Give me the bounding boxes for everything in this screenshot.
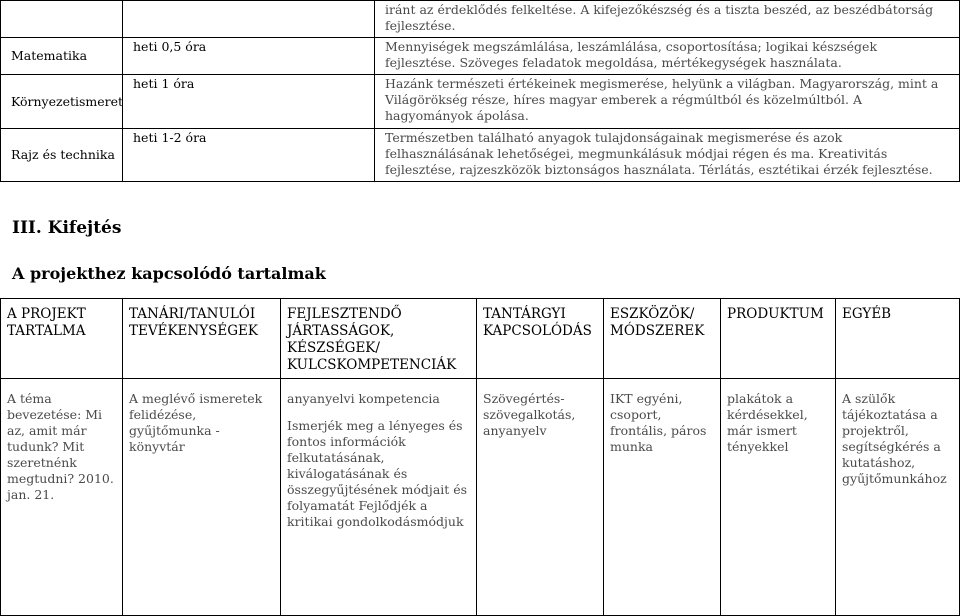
other-cell: [836, 379, 960, 616]
column-header: PRODUKTUM: [721, 299, 836, 379]
hours-cell: heti 1-2 óra: [123, 129, 375, 182]
cell-text: Ismerjék meg a lényeges és fontos információk felkutatásának, kiválogatásának és összegyűjtésének módjait és folyamatát Fejlődjék a kritikai gondolkodásmódjuk: [287, 418, 468, 529]
header-row: [1, 299, 960, 379]
cell-text: anyanyelvi kompetencia: [287, 391, 440, 406]
description-cell: Mennyiségek megszámlálása, leszámlálása, csoportosítása; logikai készségek fejlesztése. Szöveges feladatok megoldása, mértékegységek használata.: [375, 38, 960, 75]
cell-text: plakátok a kérdésekkel, már ismert tényekkel: [727, 391, 808, 454]
cell-text: Szövegértés-szövegalkotás, anyanyelv: [483, 391, 576, 438]
cell-text: A téma bevezetése: Mi az, amit már tudunk? Mit szeretnénk megtudni? 2010. jan. 21.: [7, 391, 114, 502]
section-heading: III. Kifejtés: [12, 218, 122, 238]
hours-cell: heti 1 óra: [123, 75, 375, 129]
project-content-table: [0, 298, 960, 616]
column-header: A PROJEKT TARTALMA: [1, 299, 123, 379]
section-subheading: A projekthez kapcsolódó tartalmak: [12, 264, 326, 283]
curriculum-table: [0, 0, 960, 182]
cell-text: IKT egyéni, csoport, frontális, páros munka: [610, 391, 707, 454]
competencies-cell: [281, 379, 477, 616]
subjects-cell: [477, 379, 604, 616]
content-cell: [1, 379, 123, 616]
curriculum-row: [1, 129, 960, 182]
curriculum-row: [1, 38, 960, 75]
column-header: FEJLESZTENDŐ JÁRTASSÁGOK, KÉSZSÉGEK/ KULCSKOMPETENCIÁK: [281, 299, 477, 379]
subject-cell: Rajz és technika: [1, 129, 123, 182]
subject-cell: [1, 1, 123, 38]
curriculum-row: [1, 1, 960, 38]
column-header: ESZKÖZÖK/ MÓDSZEREK: [604, 299, 721, 379]
description-cell: Hazánk természeti értékeinek megismerése, helyünk a világban. Magyarország, mint a Világörökség része, híres magyar emberek a régmúltból és közelmúltból. A hagyományok ápolása.: [375, 75, 960, 129]
hours-cell: heti 0,5 óra: [123, 38, 375, 75]
column-header: TANÁRI/TANULÓI TEVÉKENYSÉGEK: [123, 299, 281, 379]
cell-text: A szülők tájékoztatása a projektről, segítségkérés a kutatáshoz, gyűjtőmunkához: [842, 391, 947, 486]
column-header: TANTÁRGYI KAPCSOLÓDÁS: [477, 299, 604, 379]
description-cell: iránt az érdeklődés felkeltése. A kifejezőkészség és a tiszta beszéd, az beszédbátorság fejlesztése.: [375, 1, 960, 38]
methods-cell: [604, 379, 721, 616]
description-cell: Természetben található anyagok tulajdonságainak megismerése és azok felhasználásának lehetőségei, megmunkálásuk módjai régen és ma. Kreativitás fejlesztése, rajzeszközök biztonságos használata. Térlátás, esztétikai érzék fejlesztése.: [375, 129, 960, 182]
hours-cell: [123, 1, 375, 38]
cell-text: A meglévő ismeretek felidézése, gyűjtőmunka - könyvtár: [129, 391, 263, 454]
activities-cell: [123, 379, 281, 616]
curriculum-row: [1, 75, 960, 129]
column-header: EGYÉB: [836, 299, 960, 379]
subject-cell: Matematika: [1, 38, 123, 75]
table-row: [1, 379, 960, 616]
subject-cell: Környezetismeret: [1, 75, 123, 129]
product-cell: [721, 379, 836, 616]
